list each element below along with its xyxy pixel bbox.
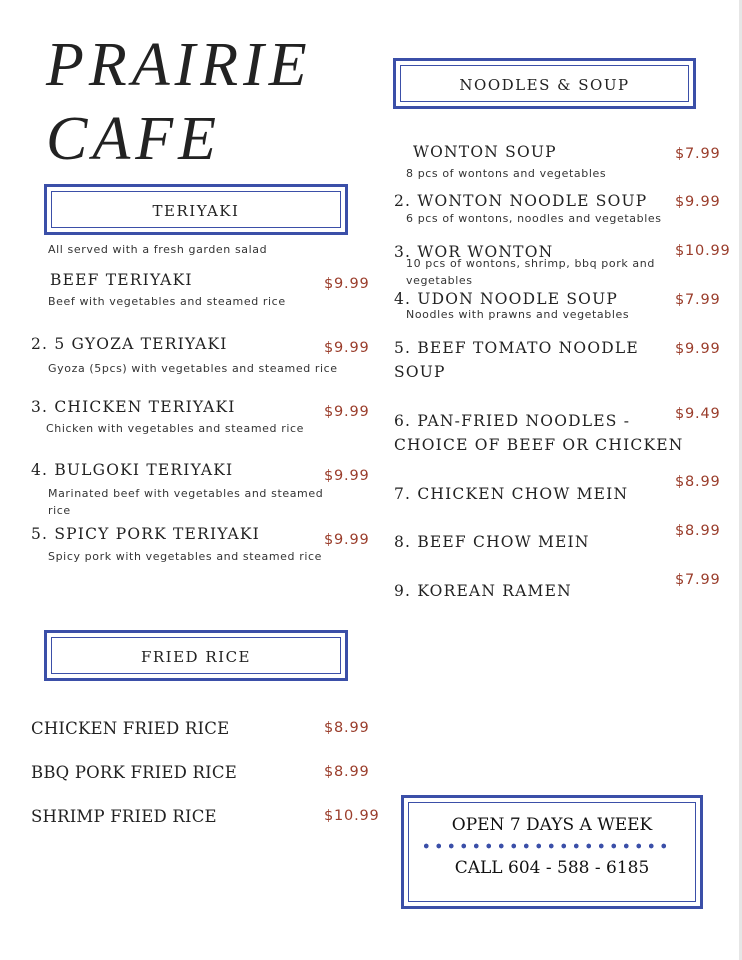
fried-rice-item-price: $10.99 <box>324 808 380 824</box>
noodles-item-desc: 8 pcs of wontons and vegetables <box>406 167 607 180</box>
noodles-item-name: 9. KOREAN RAMEN <box>394 582 572 600</box>
fried-rice-header-box <box>44 630 348 681</box>
teriyaki-header-box <box>44 184 348 235</box>
teriyaki-item-name: BEEF TERIYAKI <box>50 271 193 289</box>
info-box <box>401 795 703 909</box>
teriyaki-title: TERIYAKI <box>152 202 240 220</box>
teriyaki-item-price: $9.99 <box>324 532 370 548</box>
noodles-item-name: 7. CHICKEN CHOW MEIN <box>394 485 629 503</box>
noodles-item-name-cont: CHOICE OF BEEF OR CHICKEN <box>394 436 684 454</box>
noodles-item-price: $10.99 <box>675 243 731 259</box>
teriyaki-item-desc: Beef with vegetables and steamed rice <box>48 295 286 308</box>
noodles-item-name: 2. WONTON NOODLE SOUP <box>394 192 648 210</box>
noodles-item-name: 4. UDON NOODLE SOUP <box>394 290 618 308</box>
teriyaki-item-price: $9.99 <box>324 340 370 356</box>
teriyaki-item-name: 5. SPICY PORK TERIYAKI <box>31 525 260 543</box>
noodles-item-desc: 10 pcs of wontons, shrimp, bbq pork and <box>406 257 655 270</box>
teriyaki-item-desc: Chicken with vegetables and steamed rice <box>46 422 305 435</box>
teriyaki-item-desc-cont: rice <box>48 504 71 517</box>
noodles-item-price: $9.99 <box>675 341 721 357</box>
fried-rice-item-name: CHICKEN FRIED RICE <box>31 719 230 738</box>
fried-rice-item-price: $8.99 <box>324 764 370 780</box>
noodles-item-price: $7.99 <box>675 292 721 308</box>
noodles-item-name: 8. BEEF CHOW MEIN <box>394 533 590 551</box>
fried-rice-item-name: SHRIMP FRIED RICE <box>31 807 217 826</box>
noodles-header-box <box>393 58 696 109</box>
brand-title-line1: PRAIRIE <box>46 31 312 99</box>
teriyaki-item-desc: Spicy pork with vegetables and steamed rice <box>48 550 323 563</box>
noodles-item-price: $9.99 <box>675 194 721 210</box>
noodles-item-desc-cont: vegetables <box>406 274 473 287</box>
hours-text: OPEN 7 DAYS A WEEK <box>451 815 653 835</box>
phone-text: CALL 604 - 588 - 6185 <box>454 858 650 878</box>
teriyaki-note: All served with a fresh garden salad <box>48 243 268 256</box>
noodles-item-name: 6. PAN-FRIED NOODLES - <box>394 412 631 430</box>
teriyaki-item-name: 4. BULGOKI TERIYAKI <box>31 461 234 479</box>
teriyaki-item-price: $9.99 <box>324 276 370 292</box>
noodles-item-name: 5. BEEF TOMATO NOODLE <box>394 339 639 357</box>
noodles-title: NOODLES & SOUP <box>459 76 630 94</box>
noodles-item-price: $7.99 <box>675 572 721 588</box>
teriyaki-item-desc: Marinated beef with vegetables and steamed <box>48 487 324 500</box>
noodles-item-name: WONTON SOUP <box>413 143 557 161</box>
fried-rice-title: FRIED RICE <box>140 648 252 666</box>
teriyaki-item-name: 3. CHICKEN TERIYAKI <box>31 398 236 416</box>
dotted-divider <box>420 843 672 849</box>
teriyaki-item-desc: Gyoza (5pcs) with vegetables and steamed rice <box>48 362 338 375</box>
fried-rice-item-price: $8.99 <box>324 720 370 736</box>
noodles-item-price: $8.99 <box>675 474 721 490</box>
noodles-item-desc: 6 pcs of wontons, noodles and vegetables <box>406 212 662 225</box>
noodles-item-desc: Noodles with prawns and vegetables <box>406 308 630 321</box>
noodles-item-price: $8.99 <box>675 523 721 539</box>
fried-rice-item-name: BBQ PORK FRIED RICE <box>31 763 237 782</box>
teriyaki-item-name: 2. 5 GYOZA TERIYAKI <box>31 335 228 353</box>
noodles-item-price: $9.49 <box>675 406 721 422</box>
noodles-item-name: 3. WOR WONTON <box>394 243 554 261</box>
noodles-item-price: $7.99 <box>675 146 721 162</box>
teriyaki-item-price: $9.99 <box>324 468 370 484</box>
brand-title-line2: CAFE <box>46 105 221 173</box>
noodles-item-name-cont: SOUP <box>394 363 446 381</box>
teriyaki-item-price: $9.99 <box>324 404 370 420</box>
